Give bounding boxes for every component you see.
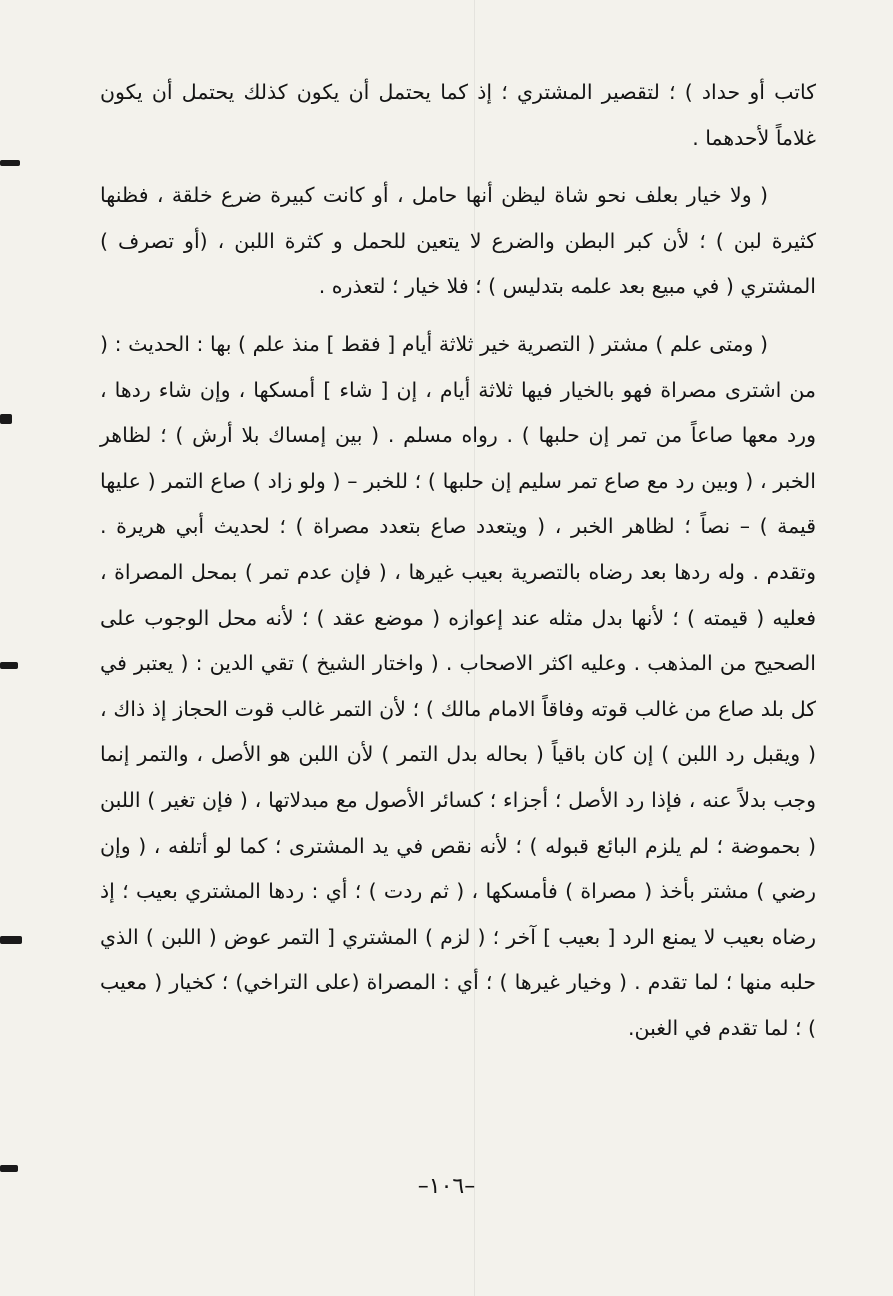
binding-mark	[0, 662, 18, 669]
paragraph: ( ومتى علم ) مشتر ( التصرية خير ثلاثة أيام [ فقط ] منذ علم ) بها : الحديث : ( من اشترى مصراة فهو بالخيار فيها ثلاثة أيام ، إن [ شاء ] أمسكها ، وإن شاء ردها ، ورد معها صاعاً من تمر إن حلبها ) . رواه مسلم . ( بين إمساك بلا أرش ) ؛ لظاهر الخبر ، ( وبين رد مع صاع تمر سليم إن حلبها ) ؛ للخبر – ( ولو زاد ) صاع التمر ( عليها قيمة ) – نصاً ؛ لظاهر الخبر ، ( ويتعدد صاع بتعدد مصراة ) ؛ لحديث أبي هريرة . وتقدم . وله ردها بعد رضاه بالتصرية بعيب غيرها ، ( فإن عدم تمر ) بمحل المصراة ، فعليه ( قيمته ) ؛ لأنها بدل مثله عند إعوازه ( موضع عقد ) ؛ لأنه محل الوجوب على الصحيح من المذهب . وعليه اكثر الاصحاب . ( واختار الشيخ ) تقي الدين : ( يعتبر في كل بلد صاع من غالب قوته وفاقاً الامام مالك ) ؛ لأن التمر غالب قوت الحجاز إذ ذاك ، ( ويقبل رد اللبن ) إن كان باقياً ( بحاله بدل التمر ) لأن اللبن هو الأصل ، والتمر إنما وجب بدلاً عنه ، فإذا رد الأصل ؛ أجزاء ؛ كسائر الأصول مع مبدلاتها ، ( فإن تغير ) اللبن ( بحموضة ؛ لم يلزم البائع قبوله ) ؛ لأنه نقص في يد المشترى ؛ كما لو أتلفه ، ( وإن رضي ) مشتر بأخذ ( مصراة ) فأمسكها ، ( ثم ردت ) ؛ أي : ردها المشتري بعيب ؛ إذ رضاه بعيب لا يمنع الرد [ بعيب ] آخر ؛ ( لزم ) المشتري [ التمر عوض ( اللبن ) الذي حلبه منها ؛ لما تقدم . ( وخيار غيرها ) ؛ أي : المصراة (على التراخي) ؛ كخيار ( معيب ) ؛ لما تقدم في الغبن.	[100, 331, 816, 1040]
binding-mark	[0, 1165, 18, 1172]
binding-mark	[0, 936, 22, 944]
paragraph: ( ولا خيار بعلف نحو شاة ليظن أنها حامل ، أو كانت كبيرة ضرع خلقة ، فظنها كثيرة لبن ) ؛ لأن كبر البطن والضرع لا يتعين للحمل و كثرة اللبن ، (أو تصرف ) المشتري ( في مبيع بعد علمه بتدليس ) ؛ فلا خيار ؛ لتعذره .	[100, 183, 816, 299]
binding-mark	[0, 160, 20, 166]
paragraph: كاتب أو حداد ) ؛ لتقصير المشتري ؛ إذ كما يحتمل أن يكون كذلك يحتمل أن يكون غلاماً لأحدهما .	[100, 80, 816, 150]
binding-mark	[0, 414, 12, 424]
body-text	[100, 70, 816, 1051]
page-number: –١٠٦–	[417, 1174, 476, 1199]
